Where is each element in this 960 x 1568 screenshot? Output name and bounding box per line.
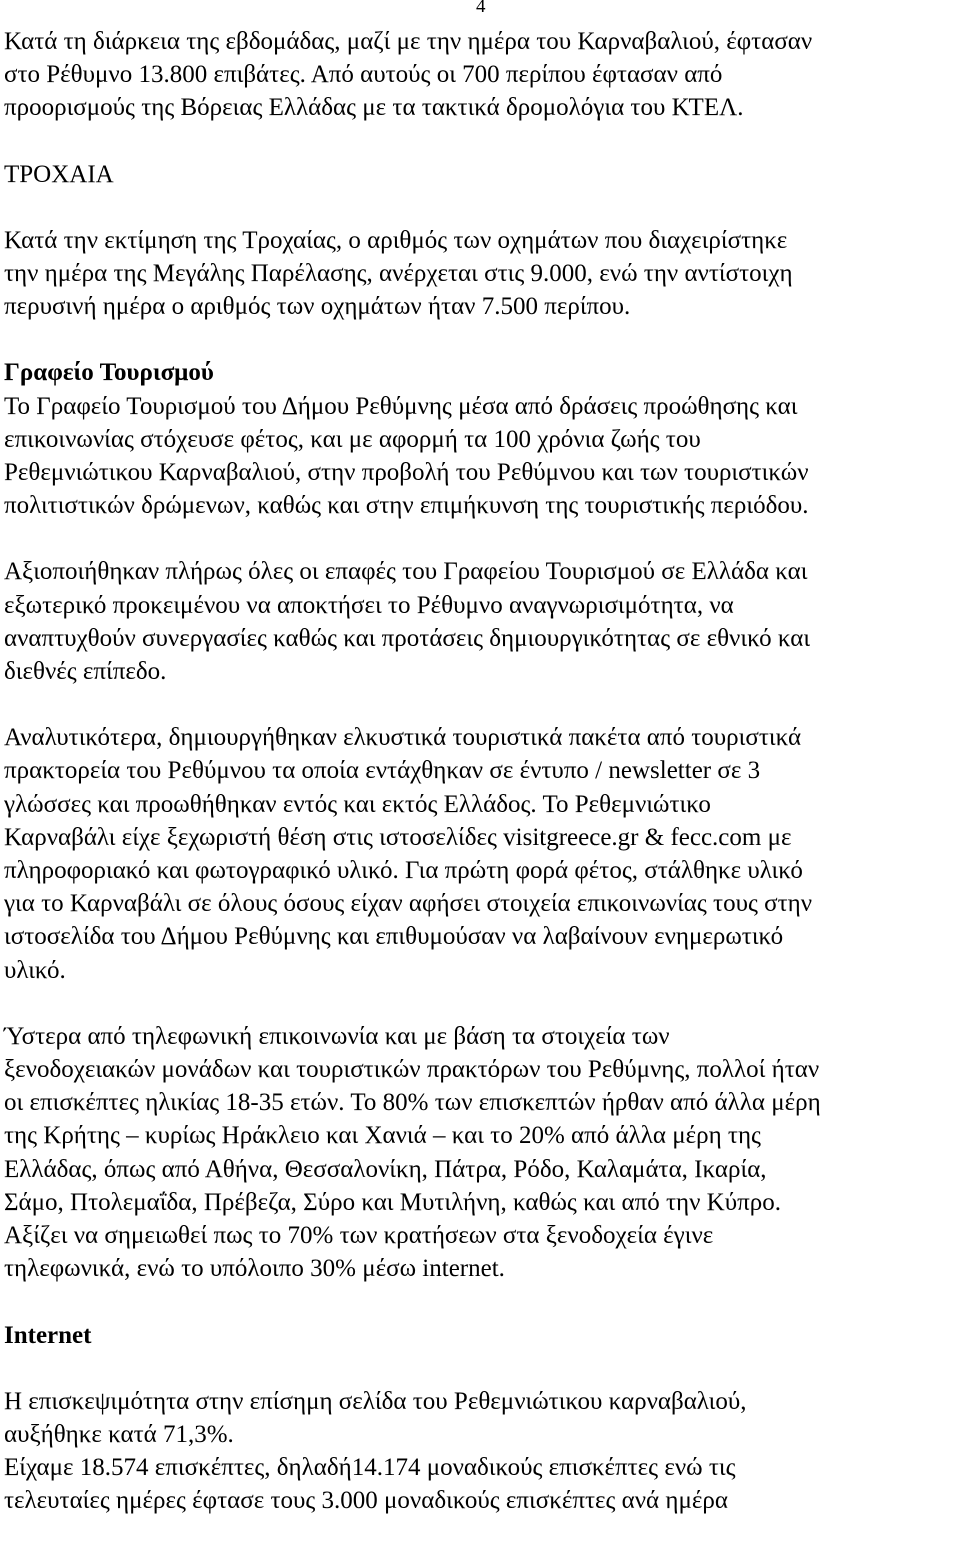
text-line: την ημέρα της Μεγάλης Παρέλασης, ανέρχεται στις 9.000, ενώ την αντίστοιχη bbox=[4, 260, 793, 288]
paragraph-contacts bbox=[4, 555, 958, 688]
text-line: πληροφοριακό και φωτογραφικό υλικό. Για πρώτη φορά φέτος, στάλθηκε υλικό bbox=[4, 857, 803, 885]
paragraph-packages bbox=[4, 721, 958, 987]
text-line: Η επισκεψιμότητα στην επίσημη σελίδα του Ρεθεμνιώτικου καρναβαλιού, bbox=[4, 1387, 747, 1415]
text-line: διεθνές επίπεδο. bbox=[4, 658, 167, 686]
text-line: αναπτυχθούν συνεργασίες καθώς και προτάσεις δημιουργικότητας σε εθνικό και bbox=[4, 624, 811, 652]
heading-text: ΤΡΟΧΑΙΑ bbox=[4, 160, 114, 188]
text-line: Ελλάδας, όπως από Αθήνα, Θεσσαλονίκη, Πάτρα, Ρόδο, Καλαμάτα, Ικαρία, bbox=[4, 1155, 767, 1183]
document-body bbox=[4, 25, 958, 1518]
paragraph-traffic bbox=[4, 224, 958, 324]
text-line: Ρεθεμνιώτικου Καρναβαλιού, στην προβολή του Ρεθύμνου και των τουριστικών bbox=[4, 459, 809, 487]
text-line: αυξήθηκε κατά 71,3%. bbox=[4, 1420, 234, 1448]
text-line: πρακτορεία του Ρεθύμνου τα οποία εντάχθηκαν σε έντυπο / newsletter σε 3 bbox=[4, 757, 761, 785]
text-line: προορισμούς της Βόρειας Ελλάδας με τα τακτικά δρομολόγια του ΚΤΕΛ. bbox=[4, 94, 744, 122]
text-line: Κατά την εκτίμηση της Τροχαίας, ο αριθμός των οχημάτων που διαχειρίστηκε bbox=[4, 226, 788, 254]
text-line: Καρναβάλι είχε ξεχωριστή θέση στις ιστοσελίδες visitgreece.gr & fecc.com με bbox=[4, 823, 792, 851]
paragraph-internet-visitors bbox=[4, 1451, 958, 1517]
text-line: ξενοδοχειακών μονάδων και τουριστικών πρακτόρων του Ρεθύμνης, πολλοί ήταν bbox=[4, 1056, 820, 1084]
text-line: τηλεφωνικά, ενώ το υπόλοιπο 30% μέσω internet. bbox=[4, 1255, 505, 1283]
text-line: υλικό. bbox=[4, 956, 66, 984]
text-line: πολιτιστικών δρώμενων, καθώς και στην επιμήκυνση της τουριστικής περιόδου. bbox=[4, 492, 809, 520]
text-line: της Κρήτης – κυρίως Ηράκλειο και Χανιά – και το 20% από άλλα μέρη της bbox=[4, 1122, 761, 1150]
text-line: γλώσσες και προωθήθηκαν εντός και εκτός Ελλάδος. Το Ρεθεμνιώτικο bbox=[4, 790, 711, 818]
paragraph-tourism-office bbox=[4, 356, 958, 522]
paragraph-visitors bbox=[4, 1020, 958, 1286]
text-line: Αναλυτικότερα, δημιουργήθηκαν ελκυστικά τουριστικά πακέτα από τουριστικά bbox=[4, 724, 802, 752]
text-line: Το Γραφείο Τουρισμού του Δήμου Ρεθύμνης μέσα από δράσεις προώθησης και bbox=[4, 392, 798, 420]
paragraph-internet-traffic bbox=[4, 1385, 958, 1451]
text-line: οι επισκέπτες ηλικίας 18-35 ετών. Το 80% των επισκεπτών ήρθαν από άλλα μέρη bbox=[4, 1089, 821, 1117]
text-line: Ύστερα από τηλεφωνική επικοινωνία και με βάση τα στοιχεία των bbox=[4, 1022, 670, 1050]
text-line: Αξιοποιήθηκαν πλήρως όλες οι επαφές του Γραφείου Τουρισμού σε Ελλάδα και bbox=[4, 558, 808, 586]
text-line: Κατά τη διάρκεια της εβδομάδας, μαζί με την ημέρα του Καρναβαλιού, έφτασαν bbox=[4, 28, 813, 55]
section-heading-tourism-office: Γραφείο Τουρισμού bbox=[4, 359, 214, 387]
text-line: Αξίζει να σημειωθεί πως το 70% των κρατήσεων στα ξενοδοχεία έγινε bbox=[4, 1222, 714, 1250]
paragraph-passengers bbox=[4, 25, 958, 125]
text-line: Σάμο, Πτολεμαΐδα, Πρέβεζα, Σύρο και Μυτιλήνη, καθώς και από την Κύπρο. bbox=[4, 1188, 781, 1216]
text-line: εξωτερικό προκειμένου να αποκτήσει το Ρέθυμνο αναγνωρισιμότητα, να bbox=[4, 591, 734, 619]
section-heading-traffic bbox=[4, 158, 958, 191]
text-line: Είχαμε 18.574 επισκέπτες, δηλαδή14.174 μοναδικούς επισκέπτες ενώ τις bbox=[4, 1454, 736, 1482]
text-line: επικοινωνίας στόχευσε φέτος, και με αφορμή τα 100 χρόνια ζωής του bbox=[4, 425, 701, 453]
text-line: για το Καρναβάλι σε όλους όσους είχαν αφήσει στοιχεία επικοινωνίας τους στην bbox=[4, 890, 813, 918]
text-line: περυσινή ημέρα ο αριθμός των οχημάτων ήταν 7.500 περίπου. bbox=[4, 293, 631, 321]
text-line: τελευταίες ημέρες έφτασε τους 3.000 μοναδικούς επισκέπτες ανά ημέρα bbox=[4, 1487, 728, 1515]
text-line: στο Ρέθυμνο 13.800 επιβάτες. Από αυτούς οι 700 περίπου έφτασαν από bbox=[4, 61, 723, 89]
heading-text: Internet bbox=[4, 1321, 92, 1349]
page-number: 4 bbox=[476, 0, 486, 17]
text-line: ιστοσελίδα του Δήμου Ρεθύμνης και επιθυμούσαν να λαβαίνουν ενημερωτικό bbox=[4, 923, 784, 951]
section-heading-internet bbox=[4, 1319, 958, 1352]
